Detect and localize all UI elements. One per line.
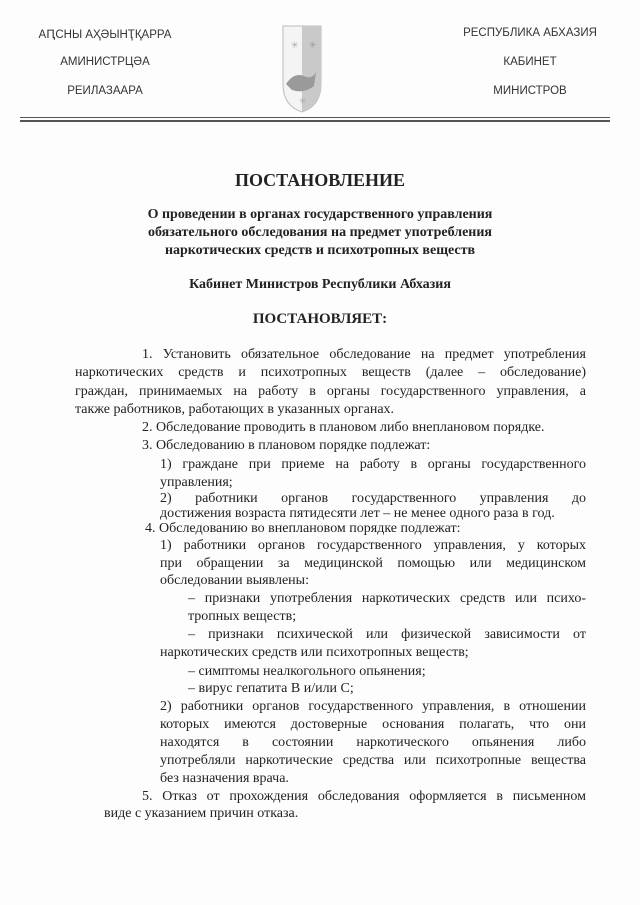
- svg-text:✳: ✳: [291, 40, 299, 50]
- body-line: 5. Отказ от прохождения обследования оформляется в письменном: [142, 789, 586, 804]
- body-line: при обращении за медицинской помощью или медицинском: [160, 556, 586, 571]
- header-divider: [20, 117, 610, 118]
- subtitle-line-2: обязательного обследования на предмет употребления: [147, 225, 493, 240]
- header-left-line-1: АԤСНЫ АҲӘЫНҬҚАРРА: [38, 29, 172, 41]
- body-line: граждан, принимаемых на работу в органы государственного управления, а: [75, 384, 586, 399]
- body-line: 1. Установить обязательное обследование на предмет употребления: [142, 347, 586, 362]
- svg-text:✳: ✳: [299, 96, 307, 106]
- body-line: также работников, работающих в указанных органах.: [75, 402, 395, 417]
- body-line: обследовании выявлены:: [160, 573, 309, 588]
- body-line: виде с указанием причин отказа.: [104, 806, 299, 821]
- resolves-heading: ПОСТАНОВЛЯЕТ:: [252, 311, 388, 327]
- body-line: управления;: [160, 475, 233, 490]
- body-line: тропных веществ;: [188, 609, 297, 624]
- header-right-line-1: РЕСПУБЛИКА АБХАЗИЯ: [463, 27, 597, 39]
- issuer: Кабинет Министров Республики Абхазия: [189, 277, 451, 292]
- body-line: наркотических средств и психотропных веществ (далее – обследование): [75, 365, 586, 380]
- body-line: достижения возраста пятидесяти лет – не менее одного раза в год.: [160, 506, 555, 521]
- body-line: 2) работники органов государственного управления до: [160, 491, 586, 506]
- header-right-line-2: КАБИНЕТ: [503, 56, 557, 68]
- subtitle-line-3: наркотических средств и психотропных веществ: [164, 243, 476, 258]
- body-line: наркотических средств или психотропных веществ;: [160, 645, 469, 660]
- body-line: 1) граждане при приеме на работу в органы государственного: [160, 457, 586, 472]
- header-divider: [20, 120, 610, 122]
- body-line: находятся в состоянии наркотического опьянения либо: [160, 735, 586, 750]
- document-title: ПОСТАНОВЛЕНИЕ: [234, 170, 406, 190]
- body-line: 3. Обследованию в плановом порядке подлежат:: [142, 438, 431, 453]
- body-line: 1) работники органов государственного управления, у которых: [160, 538, 586, 553]
- body-line: 4. Обследованию во внеплановом порядке подлежат:: [145, 521, 461, 536]
- body-line: – признаки употребления наркотических средств или психо-: [188, 591, 586, 606]
- header-right-line-3: МИНИСТРОВ: [493, 85, 567, 97]
- body-line: которых имеются достоверные основания полагать, что они: [160, 717, 586, 732]
- body-line: употребляли наркотические средства или психотропные вещества: [160, 753, 586, 768]
- body-line: – признаки психической или физической зависимости от: [188, 627, 586, 642]
- svg-text:✳: ✳: [309, 40, 317, 50]
- body-line: – вирус гепатита В и/или С;: [188, 681, 354, 696]
- header-left-line-3: РЕИЛАЗААРА: [67, 85, 143, 97]
- coat-of-arms-emblem: [282, 24, 322, 114]
- body-line: 2. Обследование проводить в плановом либо внеплановом порядке.: [142, 420, 545, 435]
- body-line: без назначения врача.: [160, 771, 289, 786]
- subtitle-line-1: О проведении в органах государственного управления: [147, 207, 493, 222]
- body-line: – симптомы неалкогольного опьянения;: [188, 664, 426, 679]
- body-line: 2) работники органов государственного управления, в отношении: [160, 699, 586, 714]
- header-left-line-2: АМИНИСТРЦӘА: [60, 56, 150, 68]
